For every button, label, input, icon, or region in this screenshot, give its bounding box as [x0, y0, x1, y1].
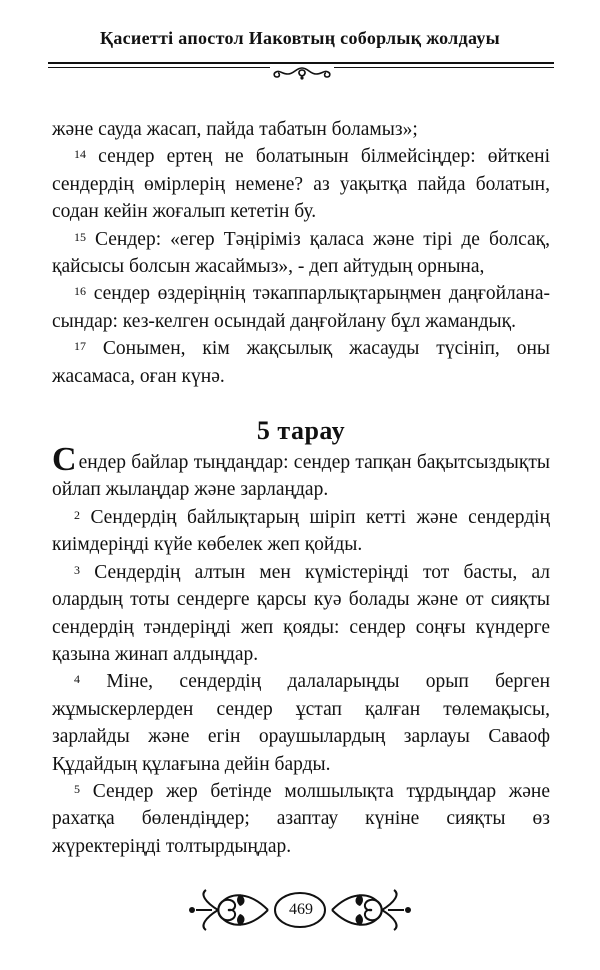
- verse-paragraph: $^{14}$ сендер ертең не болатынын білмейсіңдер: өйткені сендердің өмірлерің немене? аз уақытқа пайда болатын, содан кейін жоғалып кететін бу.: [52, 146, 551, 223]
- verse-paragraph: $^{16}$ сендер өздеріңнің тәкаппарлықтарыңмен даңғойлана-сындар: кез-келген осындай даңғойлану бұл жамандық.: [52, 283, 550, 332]
- verse-paragraph: $^2$ Сендердің байлықтарың шіріп кетті және сендердің киімдеріңді күйе көбелек жеп қойды.: [52, 506, 550, 556]
- verse-paragraph: $^4$ Міне, сендердің далаларыңды орып берген жұмыскерлерден сендер ұстап қалған төлемақысы, зарлайды және егін ораушылардың зарлауы Саваоф Құдайдың құлағына дейін барды.: [52, 671, 551, 775]
- verse-number: 3: [74, 562, 80, 577]
- page-number: 469: [289, 901, 313, 918]
- verse-number: 5: [74, 781, 80, 796]
- verse-number: 2: [74, 507, 80, 522]
- verse-number: 16: [74, 284, 86, 299]
- verse-number: 17: [74, 339, 86, 354]
- body-text: [52, 116, 550, 860]
- verse-paragraph: $^3$ Сендердің алтын мен күмістеріңді тот басты, ал олардың тоты сендерге қарсы куә болады және от сияқты сендердің тәндеріңді жеп қояды: сендер соңғы күндерге қазына жинап алдыңдар.: [52, 561, 550, 665]
- verse-paragraph: $^{15}$ Сендер: «егер Тәңіріміз қаласа және тірі де болсақ, қайсысы болсын жасаймыз», - деп айтудың орнына,: [52, 228, 551, 278]
- verse-paragraph: $^{17}$ Сонымен, кім жақсылық жасауды түсініп, оны жасамаса, оған күнә.: [52, 338, 551, 387]
- chapter-first-paragraph: Сендер байлар тыңдаңдар: сендер тапқан бақытсыздықты ойлап жылаңдар және зарлаңдар.: [52, 441, 550, 501]
- verse-number: 15: [74, 229, 86, 244]
- verse-paragraph: және сауда жасап, пайда табатын боламыз»;: [52, 119, 418, 140]
- verse-number: 14: [74, 147, 86, 162]
- chapter-title: 5 тарау: [256, 416, 346, 446]
- verse-paragraph: $^5$ Сендер жер бетінде молшылықта тұрдыңдар және рахатқа бөлендіңдер; азаптау күніне сияқты өз жүректеріңді толтырдыңдар.: [52, 780, 550, 857]
- drop-cap: С: [52, 441, 77, 479]
- running-header: Қасиетті апостол Иаковтың соборлық жолдауы: [99, 28, 501, 48]
- scroll-ornament-icon: [270, 64, 334, 82]
- verse-number: 4: [74, 672, 80, 687]
